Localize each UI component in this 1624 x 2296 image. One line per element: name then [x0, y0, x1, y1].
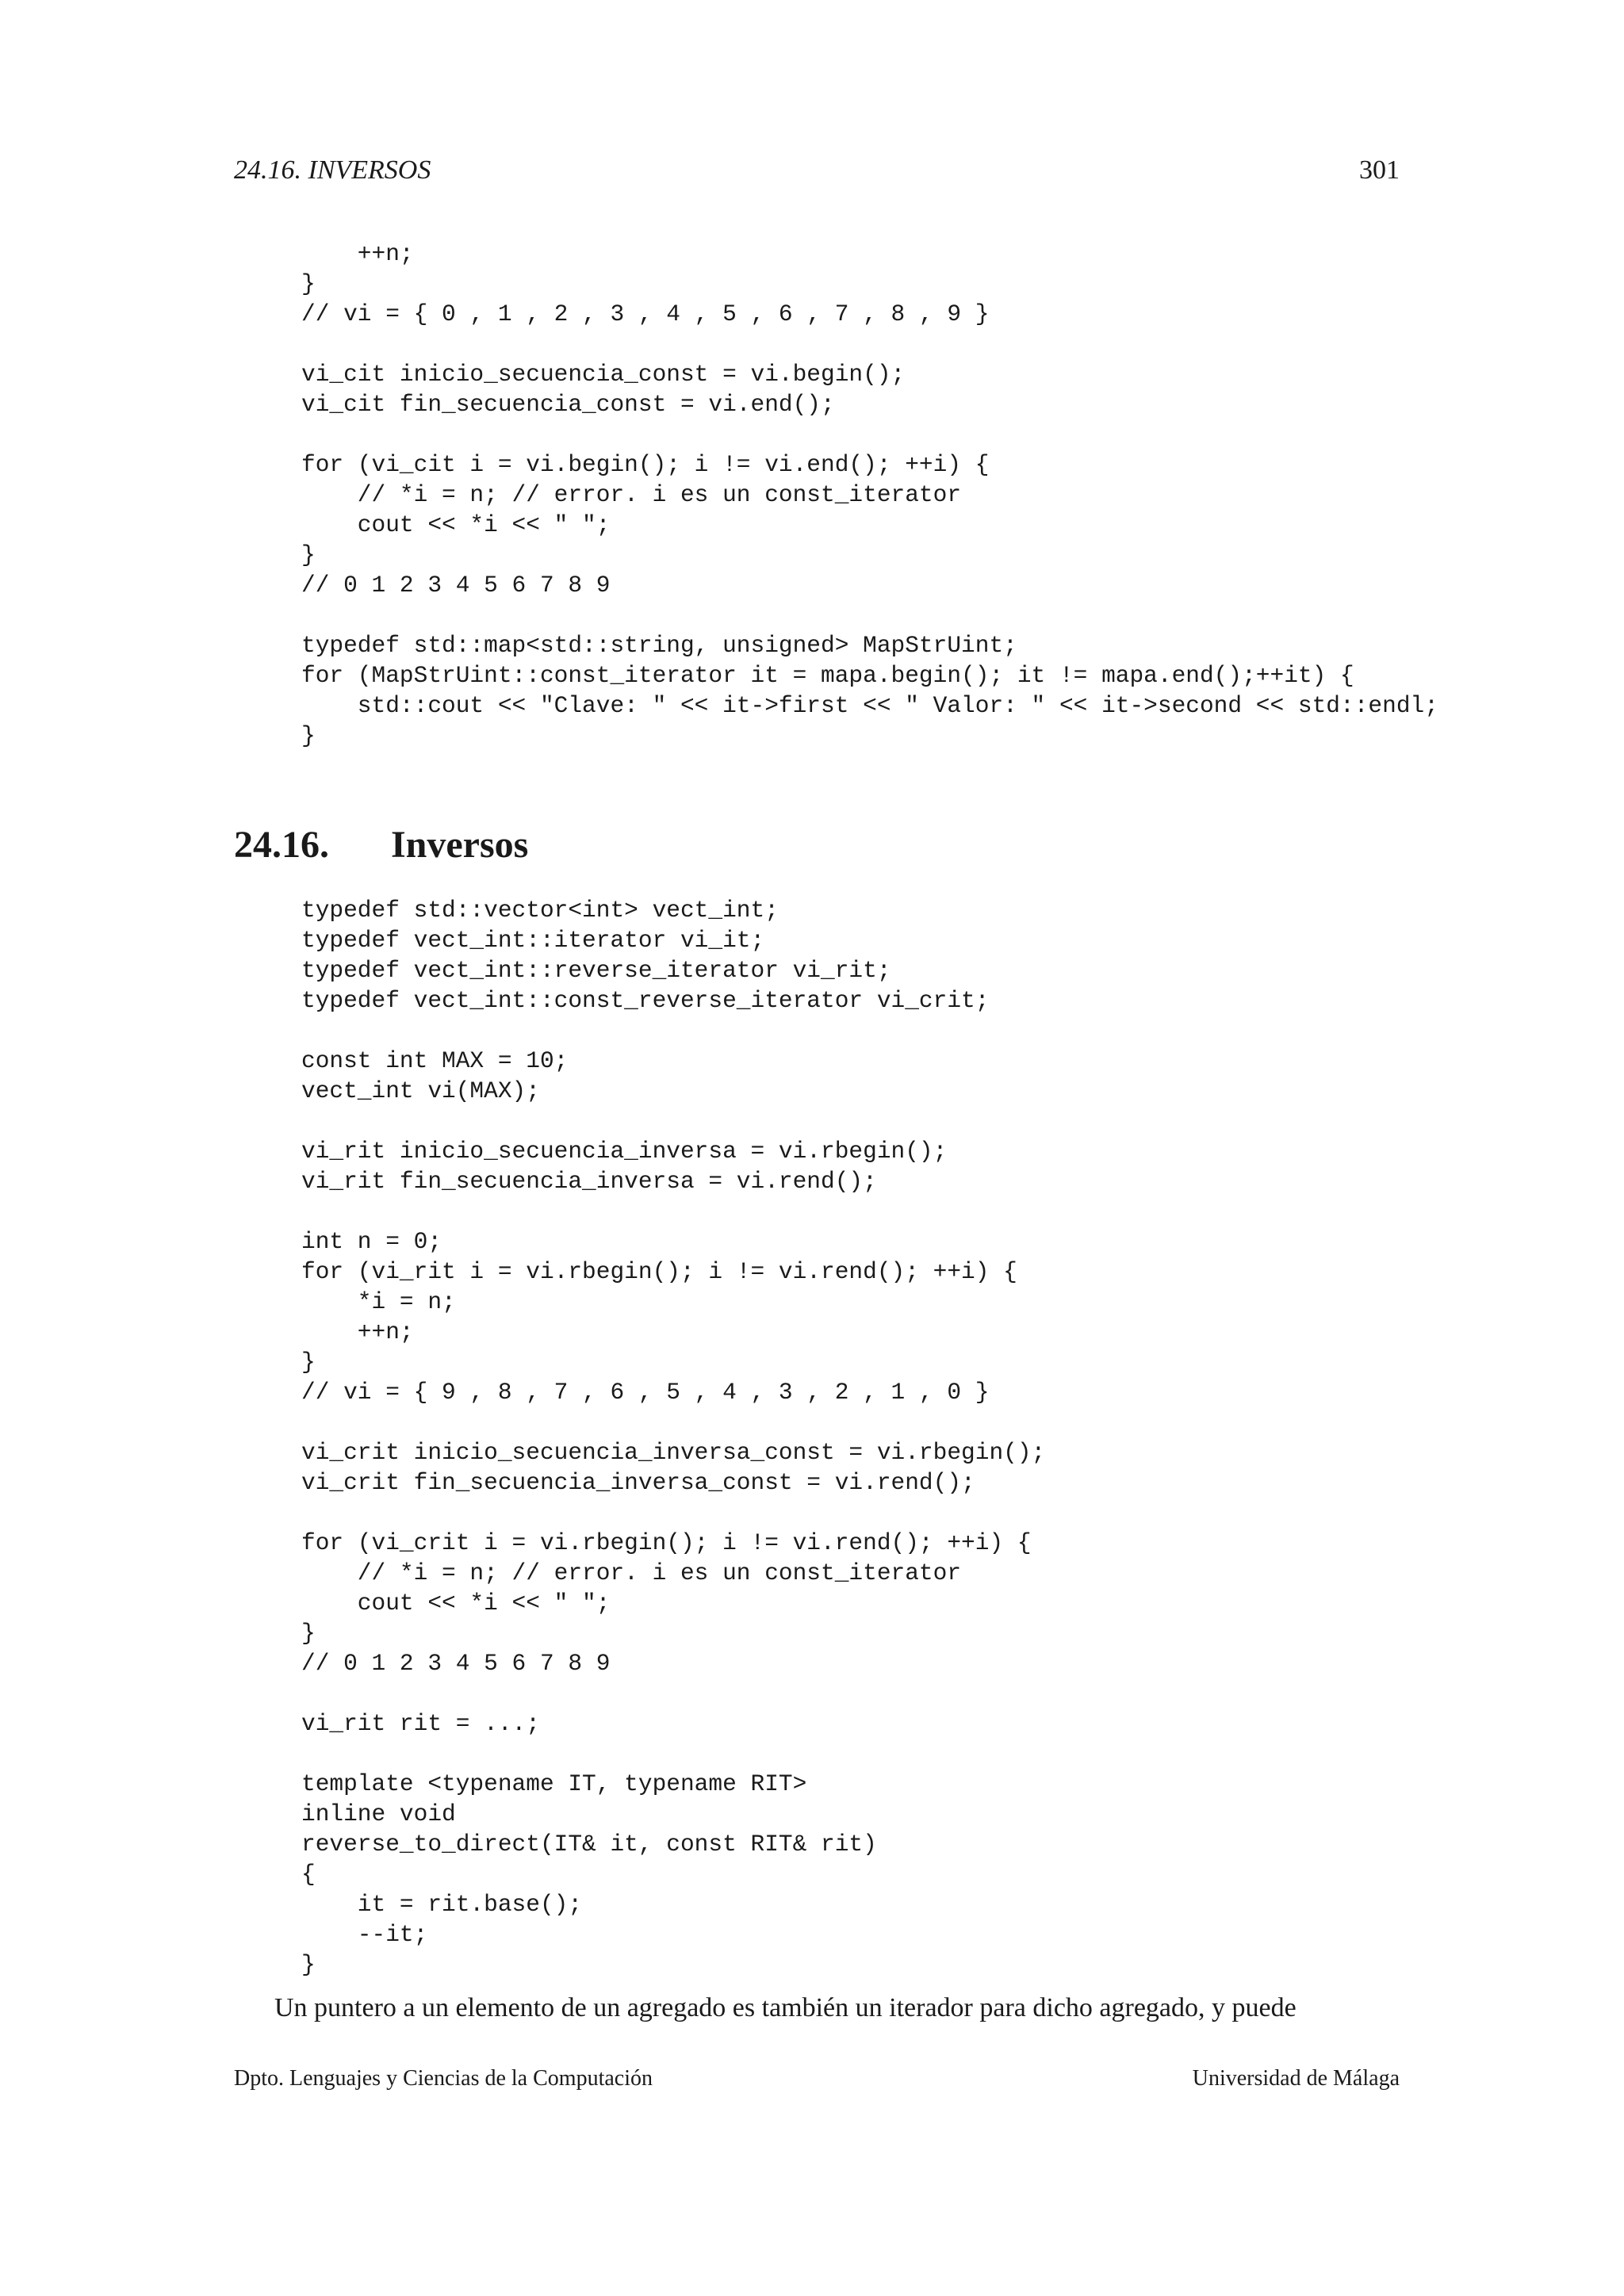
code-block-inversos: typedef std::vector<int> vect_int; typedef vect_int::iterator vi_it; typedef vect_int::reverse_iterator vi_rit; typedef vect_int::const_reverse_iterator vi_crit; const int MAX = 10; vect_int vi(MAX); vi_rit inicio_secuencia_inversa = vi.rbegin(); vi_rit fin_secuencia_inversa = vi.rend(); int n = 0; for (vi_rit i = vi.rbegin(); i != vi.rend(); ++i) { *i = n; ++n; } // vi = { 9 , 8 , 7 , 6 , 5 , 4 , 3 , 2 , 1 , 0 } vi_crit inicio_secuencia_inversa_const = vi.rbegin(); vi_crit fin_secuencia_inversa_const = vi.rend(); for (vi_crit i = vi.rbegin(); i != vi.rend(); ++i) { // *i = n; // error. i es un const_iterator cout << *i << " "; } // 0 1 2 3 4 5 6 7 8 9 vi_rit rit = ...; template <typename IT, typename RIT> inline void reverse_to_direct(IT& it, const RIT& rit) { it = rit.base(); --it; } [301, 897, 1046, 1978]
section-heading [234, 821, 528, 869]
code-block-continued: ++n; } // vi = { 0 , 1 , 2 , 3 , 4 , 5 , 6 , 7 , 8 , 9 } vi_cit inicio_secuencia_const = vi.begin(); vi_cit fin_secuencia_const = vi.end(); for (vi_cit i = vi.begin(); i != vi.end(); ++i) { // *i = n; // error. i es un const_iterator cout << *i << " "; } // 0 1 2 3 4 5 6 7 8 9 typedef std::map<std::string, unsigned> MapStrUint; for (MapStrUint::const_iterator it = mapa.begin(); it != mapa.end();++it) { std::cout << "Clave: " << it->first << " Valor: " << it->second << std::endl; } [301, 240, 1438, 749]
section-number: 24.16. [234, 824, 329, 866]
body-paragraph: Un puntero a un elemento de un agregado es también un iterador para dicho agregado, y puede [274, 1993, 1297, 2022]
running-header [234, 155, 1400, 193]
running-header-section: 24.16. INVERSOS [234, 155, 431, 185]
page-number: 301 [1359, 155, 1400, 185]
section-title: Inversos [391, 824, 529, 866]
footer-university: Universidad de Málaga [1192, 2066, 1400, 2091]
footer-department: Dpto. Lenguajes y Ciencias de la Computación [234, 2066, 653, 2091]
page-footer [234, 2066, 1400, 2098]
